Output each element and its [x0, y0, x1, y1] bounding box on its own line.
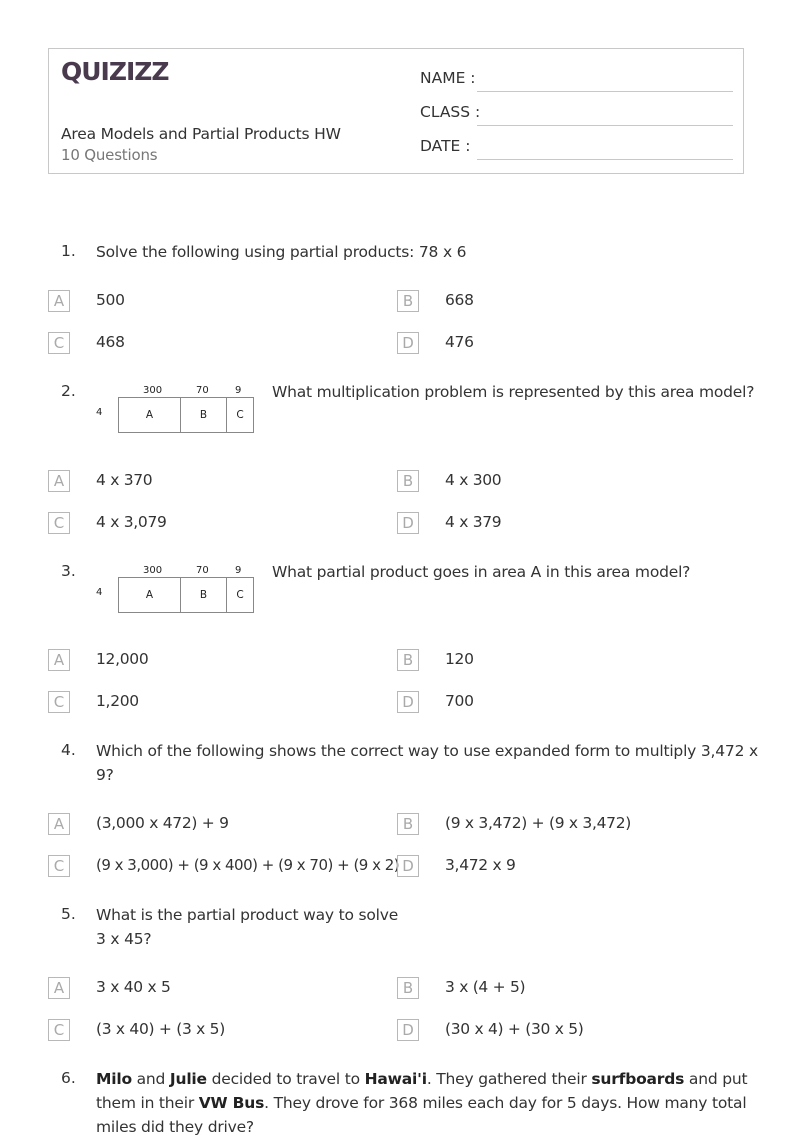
question-3-number: 3.: [61, 562, 76, 580]
question-count: 10 Questions: [61, 146, 158, 164]
q5-option-b-text: 3 x (4 + 5): [445, 978, 526, 996]
am-top-label-300: 300: [143, 385, 163, 396]
q5-option-a-box[interactable]: A: [48, 977, 70, 999]
q2-option-d-box[interactable]: D: [397, 512, 419, 534]
q2-option-b-box[interactable]: B: [397, 470, 419, 492]
am-side-label: 4: [96, 407, 103, 418]
q6-name-julie: Julie: [169, 1070, 207, 1088]
q3-option-b-text: 120: [445, 650, 474, 668]
q4-option-d-box[interactable]: D: [397, 855, 419, 877]
quizizz-logo: QUIZIZZ: [61, 57, 169, 86]
date-label: DATE :: [420, 137, 471, 155]
q1-option-b-box[interactable]: B: [397, 290, 419, 312]
q5-option-d-box[interactable]: D: [397, 1019, 419, 1041]
q1-option-d-text: 476: [445, 333, 474, 351]
q3-option-c-text: 1,200: [96, 692, 139, 710]
q2-option-a-text: 4 x 370: [96, 471, 153, 489]
q3-option-d-box[interactable]: D: [397, 691, 419, 713]
question-4-line-2: 9?: [96, 766, 114, 784]
q4-option-a-text: (3,000 x 472) + 9: [96, 814, 229, 832]
am-cell-b: B: [180, 577, 227, 613]
question-6-line-2: [96, 1091, 746, 1115]
q1-option-c-text: 468: [96, 333, 125, 351]
q5-option-a-text: 3 x 40 x 5: [96, 978, 171, 996]
q4-option-c-text: (9 x 3,000) + (9 x 400) + (9 x 70) + (9 x 2): [96, 856, 400, 874]
q1-option-c-box[interactable]: C: [48, 332, 70, 354]
question-1-text: Solve the following using partial products: 78 x 6: [96, 243, 467, 261]
q4-option-c-box[interactable]: C: [48, 855, 70, 877]
question-5-text: [96, 903, 398, 951]
q1-option-b-text: 668: [445, 291, 474, 309]
q6-word-surfboards: surfboards: [591, 1070, 685, 1088]
q4-option-b-box[interactable]: B: [397, 813, 419, 835]
question-4-text: [96, 739, 758, 787]
q1-option-a-box[interactable]: A: [48, 290, 70, 312]
am-top-label-9: 9: [235, 385, 242, 396]
question-2-text: What multiplication problem is represented by this area model?: [272, 383, 755, 401]
am-side-label: 4: [96, 587, 103, 598]
am-top-label-70: 70: [196, 565, 209, 576]
area-model-q3: [96, 565, 256, 615]
q3-option-a-text: 12,000: [96, 650, 149, 668]
date-line[interactable]: [477, 159, 733, 160]
name-line[interactable]: [477, 91, 733, 92]
class-line[interactable]: [477, 125, 733, 126]
question-2-number: 2.: [61, 382, 76, 400]
am-top-label-70: 70: [196, 385, 209, 396]
q4-option-b-text: (9 x 3,472) + (9 x 3,472): [445, 814, 632, 832]
am-cell-c: C: [226, 577, 254, 613]
q6-text-d: and put: [684, 1070, 748, 1088]
question-6-number: 6.: [61, 1069, 76, 1087]
am-cell-a: A: [118, 397, 181, 433]
question-5-line-1: What is the partial product way to solve: [96, 906, 399, 924]
question-1-number: 1.: [61, 242, 76, 260]
q2-option-a-box[interactable]: A: [48, 470, 70, 492]
question-4-number: 4.: [61, 741, 76, 759]
question-5-number: 5.: [61, 905, 76, 923]
q6-text-e: them in their: [96, 1094, 199, 1112]
am-cell-b: B: [180, 397, 227, 433]
name-label: NAME :: [420, 69, 476, 87]
am-top-label-300: 300: [143, 565, 163, 576]
q6-text-f: . They drove for 368 miles each day for 5 days. How many total: [264, 1094, 747, 1112]
q6-place-hawaii: Hawai'i: [364, 1070, 427, 1088]
q6-text-b: decided to travel to: [206, 1070, 365, 1088]
q5-option-b-box[interactable]: B: [397, 977, 419, 999]
q6-text-c: . They gathered their: [426, 1070, 592, 1088]
q5-option-c-text: (3 x 40) + (3 x 5): [96, 1020, 225, 1038]
q1-option-d-box[interactable]: D: [397, 332, 419, 354]
q3-option-d-text: 700: [445, 692, 474, 710]
q3-option-a-box[interactable]: A: [48, 649, 70, 671]
q3-option-c-box[interactable]: C: [48, 691, 70, 713]
q2-option-b-text: 4 x 300: [445, 471, 502, 489]
q6-name-milo: Milo: [96, 1070, 132, 1088]
area-model-q2: [96, 385, 256, 435]
worksheet-title: Area Models and Partial Products HW: [61, 125, 341, 143]
q5-option-d-text: (30 x 4) + (30 x 5): [445, 1020, 584, 1038]
question-4-line-1: Which of the following shows the correct way to use expanded form to multiply 3,472 x: [96, 742, 758, 760]
question-6-text: [96, 1067, 746, 1139]
q2-option-c-text: 4 x 3,079: [96, 513, 167, 531]
q5-option-c-box[interactable]: C: [48, 1019, 70, 1041]
q2-option-d-text: 4 x 379: [445, 513, 502, 531]
worksheet-header: [48, 48, 744, 174]
q6-word-vw-bus: VW Bus: [198, 1094, 265, 1112]
am-top-label-9: 9: [235, 565, 242, 576]
q3-option-b-box[interactable]: B: [397, 649, 419, 671]
class-label: CLASS :: [420, 103, 481, 121]
q6-text-a: and: [131, 1070, 170, 1088]
question-6-line-1: [96, 1067, 746, 1091]
question-6-line-3: miles did they drive?: [96, 1118, 254, 1136]
question-5-line-2: 3 x 45?: [96, 930, 152, 948]
am-cell-c: C: [226, 397, 254, 433]
q4-option-d-text: 3,472 x 9: [445, 856, 516, 874]
q4-option-a-box[interactable]: A: [48, 813, 70, 835]
am-cell-a: A: [118, 577, 181, 613]
q2-option-c-box[interactable]: C: [48, 512, 70, 534]
question-3-text: What partial product goes in area A in this area model?: [272, 563, 691, 581]
q1-option-a-text: 500: [96, 291, 125, 309]
